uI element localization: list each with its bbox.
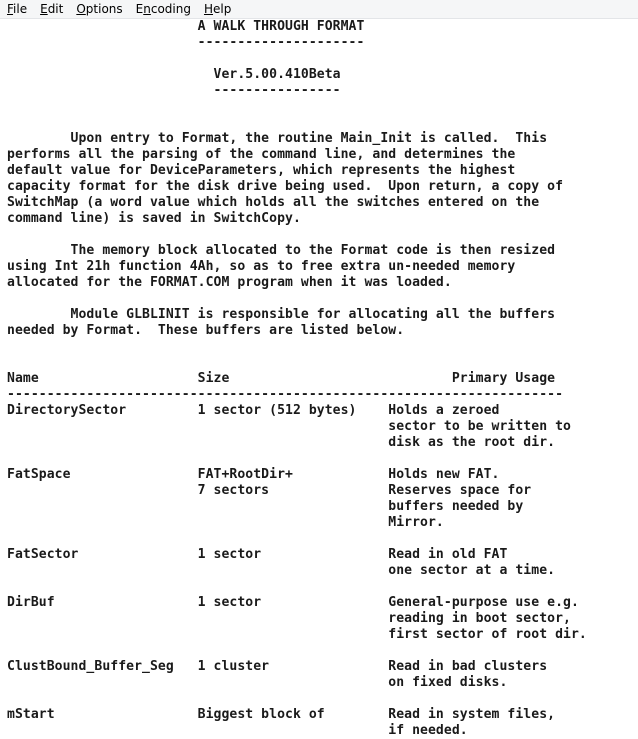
line: needed by Format. These buffers are listed below. [7,323,405,338]
line: reading in boot sector, [7,611,571,626]
menu-help-accelerator: H [203,1,214,16]
menu-file-accelerator: F [7,1,14,16]
line: Mirror. [7,515,444,530]
line: --------------------- [7,35,365,50]
line: Upon entry to Format, the routine Main_Init is called. This [7,131,548,146]
line: allocated for the FORMAT.COM program when it was loaded. [7,275,452,290]
menu-encoding-accelerator: n [143,1,151,16]
line: on fixed disks. [7,675,508,690]
line: ---------------- [7,83,341,98]
menu-file-post: ile [13,1,28,16]
line: performs all the parsing of the command line, and determines the [7,147,516,162]
line: if needed. [7,723,468,738]
menu-encoding[interactable] [129,1,197,18]
table-row: DirectorySector 1 sector (512 bytes) Holds a zeroed [7,403,500,418]
line: Module GLBLINIT is responsible for allocating all the buffers [7,307,556,322]
line: default value for DeviceParameters, which represents the highest [7,163,516,178]
table-row: FatSpace FAT+RootDir+ Holds new FAT. [7,467,500,482]
line: first sector of root dir. [7,627,587,642]
menu-help[interactable] [197,1,237,18]
table-header: Name Size Primary Usage [7,371,556,386]
line: Ver.5.00.410Beta [7,67,341,82]
line: SwitchMap (a word value which holds all the switches entered on the [7,195,540,210]
line: capacity format for the disk drive being used. Upon return, a copy of [7,179,564,194]
line: disk as the root dir. [7,435,556,450]
table-row: ClustBound_Buffer_Seg 1 cluster Read in bad clusters [7,659,548,674]
menu-options[interactable] [69,1,128,18]
document-text [7,19,587,739]
menu-edit[interactable] [33,1,69,18]
line: The memory block allocated to the Format code is then resized [7,243,556,258]
line: one sector at a time. [7,563,556,578]
menu-edit-post: dit [47,1,64,16]
line: command line) is saved in SwitchCopy. [7,211,301,226]
menu-file[interactable] [0,1,33,18]
menu-bar [0,0,638,19]
table-row: mStart Biggest block of Read in system files, [7,707,556,722]
line: 7 sectors Reserves space for [7,483,532,498]
line: buffers needed by [7,499,524,514]
table-row: FatSector 1 sector Read in old FAT [7,547,508,562]
menu-encoding-post: coding [150,1,191,16]
text-editor-area[interactable] [0,19,638,738]
line: sector to be written to [7,419,571,434]
table-row: DirBuf 1 sector General-purpose use e.g. [7,595,579,610]
line: using Int 21h function 4Ah, so as to free extra un-needed memory [7,259,516,274]
menu-help-post: elp [213,1,232,16]
menu-encoding-pre: E [135,1,144,16]
line: A WALK THROUGH FORMAT [7,19,365,34]
table-divider: ---------------------------------------------------------------------- [7,387,564,402]
menu-options-post: ptions [85,1,123,16]
menu-edit-accelerator: E [40,1,48,16]
menu-options-accelerator: O [76,1,86,16]
